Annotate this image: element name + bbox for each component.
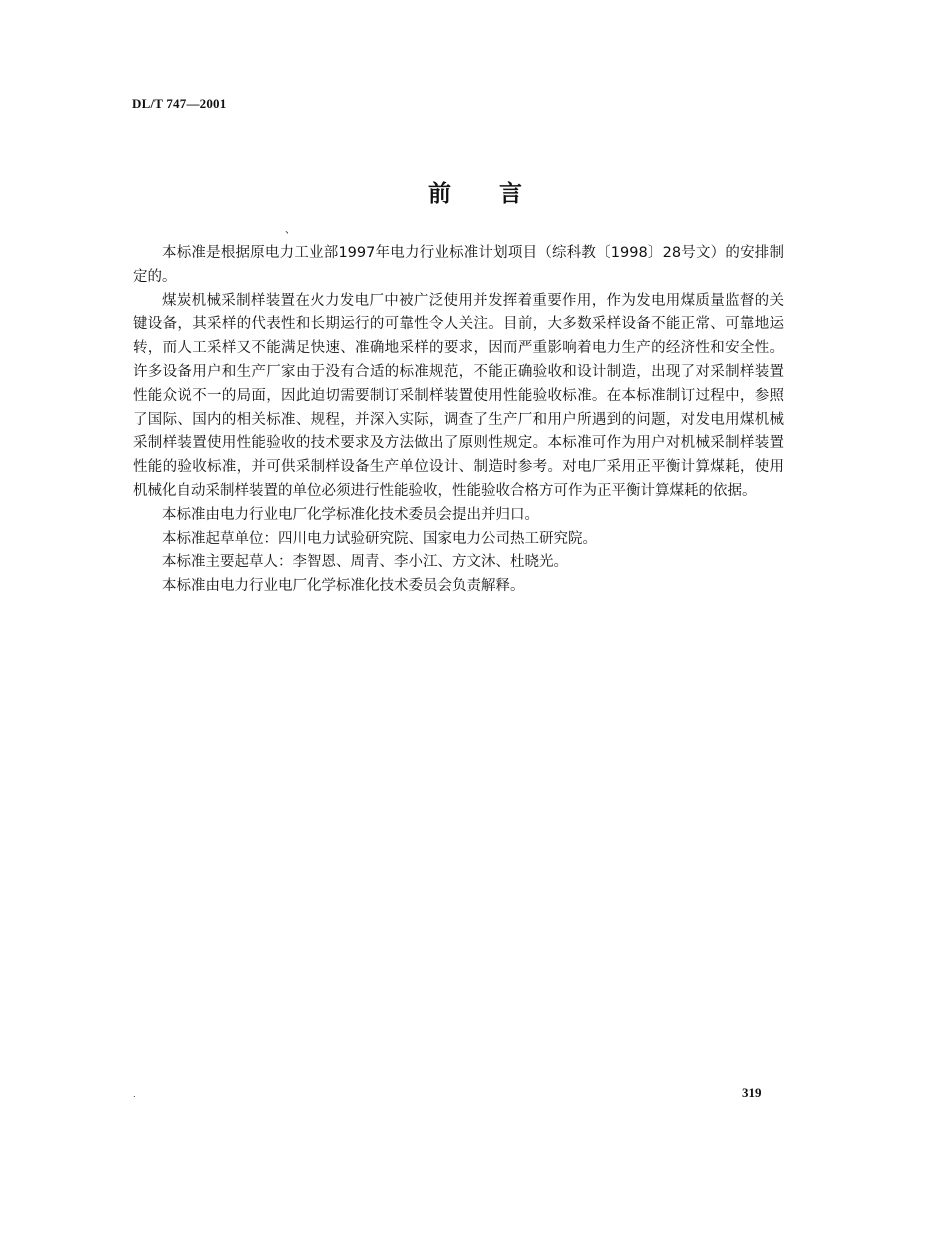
paragraph-plan-source: 本标准是根据原电力工业部1997年电力行业标准计划项目（综科教〔1998〕28号文）的安排制定的。 bbox=[133, 245, 784, 285]
stray-mark: 、 bbox=[285, 225, 295, 236]
stray-dot: . bbox=[133, 1090, 136, 1099]
paragraph-background: 煤炭机械采制样装置在火力发电厂中被广泛使用并发挥着重要作用，作为发电用煤质量监督的关键设备，其采样的代表性和长期运行的可靠性令人关注。目前，大多数采样设备不能正常、可靠地运转，而人工采样又不能满足快速、准确地采样的要求，因而严重影响着电力生产的经济性和安全性。许多设备用户和生产厂家由于没有合适的标准规范，不能正确验收和设计制造，出现了对采制样装置性能众说不一的局面，因此迫切需要制订采制样装置使用性能验收标准。在本标准制订过程中，参照了国际、国内的相关标准、规程，并深入实际，调查了生产厂和用户所遇到的问题，对发电用煤机械采制样装置使用性能验收的技术要求及方法做出了原则性规定。本标准可作为用户对机械采制样装置性能的验收标准，并可供采制样设备生产单位设计、制造时参考。对电厂采用正平衡计算煤耗，使用机械化自动采制样装置的单位必须进行性能验收，性能验收合格方可作为正平衡计算煤耗的依据。 bbox=[133, 292, 784, 499]
page-number: 319 bbox=[742, 1085, 762, 1100]
page-title: 前言 bbox=[428, 181, 570, 207]
paragraph-interpretation: 本标准由电力行业电厂化学标准化技术委员会负责解释。 bbox=[162, 578, 525, 595]
paragraph-drafters: 本标准主要起草人：李智恩、周青、李小江、方文沐、杜晓光。 bbox=[162, 554, 568, 571]
standard-code-header: DL/T 747—2001 bbox=[132, 96, 227, 111]
paragraph-proposer: 本标准由电力行业电厂化学标准化技术委员会提出并归口。 bbox=[162, 506, 539, 523]
paragraph-drafting-units: 本标准起草单位：四川电力试验研究院、国家电力公司热工研究院。 bbox=[162, 530, 597, 547]
preface-body bbox=[133, 242, 784, 599]
